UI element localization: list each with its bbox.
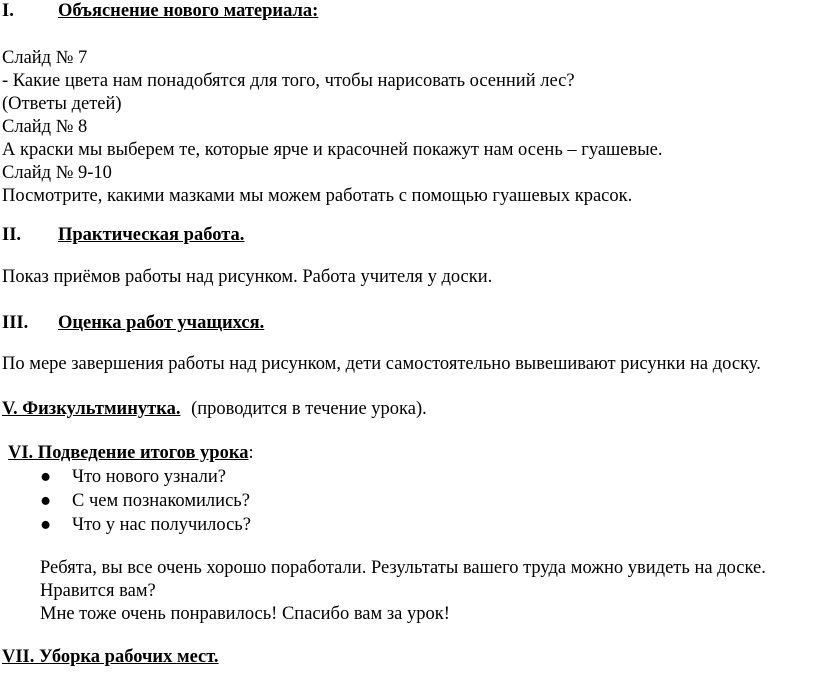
text-line: Слайд № 8 xyxy=(2,117,88,137)
section-5-heading xyxy=(2,398,427,421)
section-6-colon: : xyxy=(248,443,254,463)
text-line: А краски мы выберем те, которые ярче и красочней покажут нам осень – гуашевые. xyxy=(2,140,663,160)
section-1-number: I. xyxy=(2,1,14,21)
section-7-title: VII. Уборка рабочих мест. xyxy=(2,647,219,667)
list-item-text: Что у нас получилось? xyxy=(72,515,251,535)
bullet-icon: ● xyxy=(40,467,52,487)
section-5-title: V. Физкультминутка. xyxy=(2,399,181,419)
bullet-icon: ● xyxy=(40,515,52,535)
text-line: Мне тоже очень понравилось! Спасибо вам за урок! xyxy=(40,604,450,624)
text-line: Слайд № 7 xyxy=(2,48,88,68)
section-3-title: Оценка работ учащихся. xyxy=(58,313,265,333)
section-3-number: III. xyxy=(2,313,29,333)
text-line: Показ приёмов работы над рисунком. Работа учителя у доски. xyxy=(2,267,493,287)
text-line: - Какие цвета нам понадобятся для того, чтобы нарисовать осенний лес? xyxy=(2,71,575,91)
section-6-heading xyxy=(8,442,254,465)
section-2-title: Практическая работа. xyxy=(58,225,245,245)
section-2-number: II. xyxy=(2,225,22,245)
section-7-heading xyxy=(2,646,219,669)
list-item-text: Что нового узнали? xyxy=(72,467,226,487)
text-line: Посмотрите, какими мазками мы можем работать с помощью гуашевых красок. xyxy=(2,186,633,206)
list-item-text: С чем познакомились? xyxy=(72,491,250,511)
text-line: Нравится вам? xyxy=(40,581,156,601)
text-line: (Ответы детей) xyxy=(2,94,122,114)
text-line: Ребята, вы все очень хорошо поработали. Результаты вашего труда можно увидеть на доске. xyxy=(40,558,766,578)
section-5-note: (проводится в течение урока). xyxy=(191,399,427,419)
text-line: Слайд № 9-10 xyxy=(2,163,112,183)
section-1-title: Объяснение нового материала: xyxy=(58,1,319,21)
section-6-title: VI. Подведение итогов урока xyxy=(8,443,249,463)
text-line: По мере завершения работы над рисунком, дети самостоятельно вывешивают рисунки на доску. xyxy=(2,354,761,374)
bullet-icon: ● xyxy=(40,491,52,511)
